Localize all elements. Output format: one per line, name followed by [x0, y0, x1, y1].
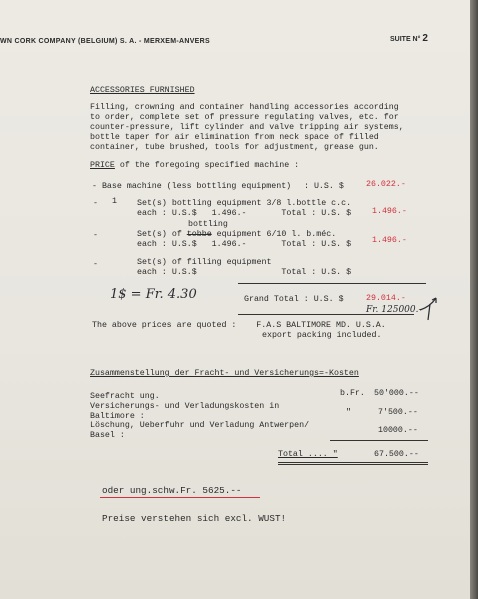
freight-row1-amount: 50'000.--	[374, 389, 419, 398]
freight-total-double-rule	[278, 462, 428, 465]
freight-row3-line-1: Löschung, Ueberfuhr und Verladung Antwerpen/	[90, 421, 310, 430]
accessories-line-3: counter-pressure, lift cylinder and valve tripping air systems,	[90, 123, 404, 132]
freight-row2-amount: 7'500.--	[378, 408, 418, 417]
suite-label: SUITE N° 2	[390, 33, 428, 44]
freight-row3-line-2: Basel :	[90, 431, 125, 440]
grand-total-rule	[238, 314, 414, 315]
vat-note: Preise verstehen sich excl. WUST!	[102, 513, 287, 524]
quoted-line-2: export packing included.	[262, 331, 382, 340]
subtotal-rule	[238, 283, 426, 284]
item1-line-2: each : U.S.$ 1.496.- Total : U.S. $	[137, 209, 352, 218]
alternative-price: oder ung.schw.Fr. 5625.--	[102, 485, 242, 496]
item2-line-1: Set(s) of tobbe equipment 6/10 l. b.méc.	[137, 230, 337, 239]
handwritten-arrow-icon	[418, 290, 442, 324]
item2-dash: -	[93, 231, 98, 240]
accessories-line-2: to order, complete set of pressure regulating valves, etc. for	[90, 113, 399, 122]
handwritten-exchange-rate: 1$ = Fr. 4.30	[110, 287, 197, 302]
base-machine-amount: 26.022.-	[366, 180, 406, 189]
item2-line-2: each : U.S.$ 1.496.- Total : U.S. $	[137, 240, 352, 249]
grand-total-amount: 29.014.-	[366, 294, 406, 303]
item3-line-1: Set(s) of filling equipment	[137, 258, 272, 267]
handwritten-franc-total: Fr. 125000.-	[366, 305, 422, 315]
freight-row3-amount: 10000.--	[378, 426, 418, 435]
accessories-title: ACCESSORIES FURNISHED	[90, 86, 195, 95]
alternative-price-red-underline	[100, 497, 260, 498]
price-heading: PRICE of the foregoing specified machine :	[90, 161, 300, 170]
item1-dash: -	[93, 199, 98, 208]
grand-total-label: Grand Total : U.S. $	[244, 295, 344, 304]
freight-total-amount: 67.500.--	[374, 450, 419, 459]
freight-row1-label: Seefracht ung.	[90, 392, 160, 401]
freight-title: Zusammenstellung der Fracht- und Versicherungs=-Kosten	[90, 369, 359, 378]
freight-row2-line-1: Versicherungs- und Verladungskosten in	[90, 402, 280, 411]
base-machine-currency: : U.S. $	[304, 182, 344, 191]
binder-edge	[470, 0, 478, 599]
freight-total-label: Total .... "	[278, 450, 338, 459]
item2-struck-word: tobbe	[186, 230, 212, 239]
accessories-line-1: Filling, crowning and container handling accessories according	[90, 103, 399, 112]
item2-amount: 1.496.-	[372, 236, 407, 245]
item1-amount: 1.496.-	[372, 207, 407, 216]
item1-line-1: Set(s) bottling equipment 3/8 l.bottle c.c.	[137, 199, 352, 208]
freight-row2-line-2: Baltimore :	[90, 412, 145, 421]
quoted-line-1: The above prices are quoted : F.A.S BALTIMORE MD. U.S.A.	[92, 321, 386, 330]
freight-row2-currency: "	[346, 408, 351, 417]
item3-dash: -	[93, 260, 98, 269]
item1-qty: 1	[112, 197, 117, 206]
item2-correction: bottling	[188, 220, 228, 229]
accessories-line-4: bottle taper for air elimination from neck space of filled	[90, 133, 379, 142]
freight-subtotal-rule	[330, 440, 428, 441]
item3-line-2: each : U.S.$ Total : U.S. $	[137, 268, 352, 277]
company-header: WN CORK COMPANY (BELGIUM) S. A. - MERXEM-ANVERS	[0, 38, 210, 45]
base-machine-label: - Base machine (less bottling equipment)	[92, 182, 292, 191]
freight-row1-currency: b.Fr.	[340, 389, 365, 398]
suite-number: 2	[422, 33, 428, 44]
accessories-line-5: container, tube brushed, tools for adjustment, grease gun.	[90, 143, 379, 152]
